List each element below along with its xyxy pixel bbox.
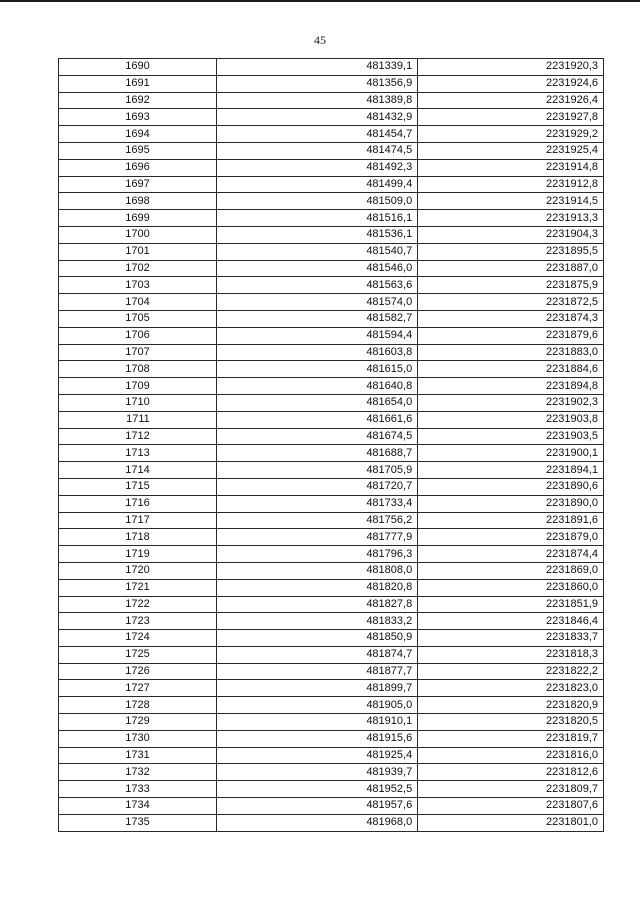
table-row [59,294,604,311]
y-coordinate-cell: 2231883,0 [418,344,604,361]
point-number-cell: 1728 [59,697,217,714]
point-number-cell: 1733 [59,781,217,798]
point-number-cell: 1692 [59,92,217,109]
point-number-cell: 1714 [59,462,217,479]
point-number-cell: 1694 [59,126,217,143]
x-coordinate-cell: 481536,1 [216,226,417,243]
y-coordinate-cell: 2231874,4 [418,546,604,563]
point-number-cell: 1709 [59,378,217,395]
x-coordinate-cell: 481546,0 [216,260,417,277]
y-coordinate-cell: 2231869,0 [418,562,604,579]
x-coordinate-cell: 481661,6 [216,411,417,428]
x-coordinate-cell: 481820,8 [216,579,417,596]
y-coordinate-cell: 2231894,8 [418,378,604,395]
x-coordinate-cell: 481827,8 [216,596,417,613]
table-row [59,277,604,294]
table-row [59,596,604,613]
table-row [59,193,604,210]
x-coordinate-cell: 481915,6 [216,730,417,747]
top-border-line [0,0,640,2]
x-coordinate-cell: 481957,6 [216,798,417,815]
table-row [59,747,604,764]
x-coordinate-cell: 481563,6 [216,277,417,294]
y-coordinate-cell: 2231875,9 [418,277,604,294]
table-row [59,75,604,92]
table-row [59,109,604,126]
y-coordinate-cell: 2231925,4 [418,142,604,159]
x-coordinate-cell: 481574,0 [216,294,417,311]
table-row [59,798,604,815]
page-number: 45 [314,33,326,47]
coordinates-table-body [59,59,604,832]
point-number-cell: 1729 [59,714,217,731]
table-row [59,714,604,731]
y-coordinate-cell: 2231816,0 [418,747,604,764]
point-number-cell: 1696 [59,159,217,176]
table-row [59,92,604,109]
table-row [59,210,604,227]
point-number-cell: 1717 [59,512,217,529]
point-number-cell: 1716 [59,495,217,512]
table-row [59,781,604,798]
x-coordinate-cell: 481874,7 [216,646,417,663]
table-row [59,411,604,428]
point-number-cell: 1699 [59,210,217,227]
y-coordinate-cell: 2231818,3 [418,646,604,663]
y-coordinate-cell: 2231929,2 [418,126,604,143]
y-coordinate-cell: 2231874,3 [418,310,604,327]
x-coordinate-cell: 481850,9 [216,630,417,647]
y-coordinate-cell: 2231807,6 [418,798,604,815]
y-coordinate-cell: 2231894,1 [418,462,604,479]
x-coordinate-cell: 481720,7 [216,478,417,495]
y-coordinate-cell: 2231924,6 [418,75,604,92]
table-row [59,680,604,697]
table-row [59,663,604,680]
table-row [59,327,604,344]
point-number-cell: 1695 [59,142,217,159]
table-row [59,814,604,831]
y-coordinate-cell: 2231890,6 [418,478,604,495]
y-coordinate-cell: 2231887,0 [418,260,604,277]
y-coordinate-cell: 2231914,5 [418,193,604,210]
y-coordinate-cell: 2231833,7 [418,630,604,647]
table-row [59,378,604,395]
table-row [59,529,604,546]
point-number-cell: 1708 [59,361,217,378]
table-row [59,394,604,411]
table-row [59,310,604,327]
point-number-cell: 1704 [59,294,217,311]
y-coordinate-cell: 2231903,5 [418,428,604,445]
point-number-cell: 1727 [59,680,217,697]
y-coordinate-cell: 2231846,4 [418,613,604,630]
point-number-cell: 1720 [59,562,217,579]
y-coordinate-cell: 2231903,8 [418,411,604,428]
x-coordinate-cell: 481968,0 [216,814,417,831]
y-coordinate-cell: 2231902,3 [418,394,604,411]
y-coordinate-cell: 2231912,8 [418,176,604,193]
y-coordinate-cell: 2231872,5 [418,294,604,311]
point-number-cell: 1705 [59,310,217,327]
x-coordinate-cell: 481432,9 [216,109,417,126]
point-number-cell: 1698 [59,193,217,210]
y-coordinate-cell: 2231801,0 [418,814,604,831]
point-number-cell: 1726 [59,663,217,680]
x-coordinate-cell: 481688,7 [216,445,417,462]
x-coordinate-cell: 481674,5 [216,428,417,445]
point-number-cell: 1711 [59,411,217,428]
x-coordinate-cell: 481939,7 [216,764,417,781]
y-coordinate-cell: 2231900,1 [418,445,604,462]
x-coordinate-cell: 481905,0 [216,697,417,714]
x-coordinate-cell: 481733,4 [216,495,417,512]
coordinates-table [58,58,604,832]
y-coordinate-cell: 2231884,6 [418,361,604,378]
point-number-cell: 1735 [59,814,217,831]
y-coordinate-cell: 2231891,6 [418,512,604,529]
y-coordinate-cell: 2231920,3 [418,59,604,76]
x-coordinate-cell: 481356,9 [216,75,417,92]
table-row [59,512,604,529]
x-coordinate-cell: 481910,1 [216,714,417,731]
y-coordinate-cell: 2231860,0 [418,579,604,596]
point-number-cell: 1700 [59,226,217,243]
y-coordinate-cell: 2231895,5 [418,243,604,260]
point-number-cell: 1710 [59,394,217,411]
x-coordinate-cell: 481499,4 [216,176,417,193]
table-row [59,226,604,243]
table-row [59,126,604,143]
y-coordinate-cell: 2231822,2 [418,663,604,680]
x-coordinate-cell: 481925,4 [216,747,417,764]
point-number-cell: 1722 [59,596,217,613]
point-number-cell: 1702 [59,260,217,277]
x-coordinate-cell: 481808,0 [216,562,417,579]
point-number-cell: 1693 [59,109,217,126]
table-row [59,562,604,579]
table-row [59,764,604,781]
y-coordinate-cell: 2231879,0 [418,529,604,546]
y-coordinate-cell: 2231890,0 [418,495,604,512]
y-coordinate-cell: 2231819,7 [418,730,604,747]
x-coordinate-cell: 481594,4 [216,327,417,344]
x-coordinate-cell: 481777,9 [216,529,417,546]
point-number-cell: 1730 [59,730,217,747]
point-number-cell: 1724 [59,630,217,647]
point-number-cell: 1706 [59,327,217,344]
x-coordinate-cell: 481615,0 [216,361,417,378]
table-row [59,478,604,495]
table-row [59,462,604,479]
y-coordinate-cell: 2231879,6 [418,327,604,344]
x-coordinate-cell: 481705,9 [216,462,417,479]
x-coordinate-cell: 481474,5 [216,142,417,159]
y-coordinate-cell: 2231812,6 [418,764,604,781]
point-number-cell: 1691 [59,75,217,92]
point-number-cell: 1697 [59,176,217,193]
y-coordinate-cell: 2231927,8 [418,109,604,126]
x-coordinate-cell: 481603,8 [216,344,417,361]
x-coordinate-cell: 481877,7 [216,663,417,680]
table-row [59,243,604,260]
point-number-cell: 1725 [59,646,217,663]
table-row [59,495,604,512]
y-coordinate-cell: 2231823,0 [418,680,604,697]
point-number-cell: 1723 [59,613,217,630]
point-number-cell: 1713 [59,445,217,462]
point-number-cell: 1731 [59,747,217,764]
x-coordinate-cell: 481833,2 [216,613,417,630]
x-coordinate-cell: 481952,5 [216,781,417,798]
table-row [59,361,604,378]
x-coordinate-cell: 481582,7 [216,310,417,327]
table-row [59,445,604,462]
table-row [59,428,604,445]
table-row [59,613,604,630]
x-coordinate-cell: 481492,3 [216,159,417,176]
y-coordinate-cell: 2231904,3 [418,226,604,243]
y-coordinate-cell: 2231809,7 [418,781,604,798]
table-row [59,344,604,361]
table-row [59,646,604,663]
x-coordinate-cell: 481540,7 [216,243,417,260]
point-number-cell: 1707 [59,344,217,361]
table-row [59,697,604,714]
x-coordinate-cell: 481454,7 [216,126,417,143]
x-coordinate-cell: 481654,0 [216,394,417,411]
x-coordinate-cell: 481756,2 [216,512,417,529]
point-number-cell: 1715 [59,478,217,495]
y-coordinate-cell: 2231820,9 [418,697,604,714]
y-coordinate-cell: 2231913,3 [418,210,604,227]
x-coordinate-cell: 481796,3 [216,546,417,563]
y-coordinate-cell: 2231926,4 [418,92,604,109]
table-row [59,546,604,563]
table-row [59,142,604,159]
point-number-cell: 1718 [59,529,217,546]
y-coordinate-cell: 2231851,9 [418,596,604,613]
x-coordinate-cell: 481516,1 [216,210,417,227]
point-number-cell: 1712 [59,428,217,445]
table-row [59,579,604,596]
table-row [59,630,604,647]
table-row [59,730,604,747]
x-coordinate-cell: 481899,7 [216,680,417,697]
table-row [59,260,604,277]
point-number-cell: 1701 [59,243,217,260]
y-coordinate-cell: 2231914,8 [418,159,604,176]
table-row [59,159,604,176]
point-number-cell: 1719 [59,546,217,563]
point-number-cell: 1690 [59,59,217,76]
point-number-cell: 1734 [59,798,217,815]
y-coordinate-cell: 2231820,5 [418,714,604,731]
table-row [59,59,604,76]
x-coordinate-cell: 481509,0 [216,193,417,210]
x-coordinate-cell: 481640,8 [216,378,417,395]
table-row [59,176,604,193]
point-number-cell: 1721 [59,579,217,596]
point-number-cell: 1732 [59,764,217,781]
point-number-cell: 1703 [59,277,217,294]
x-coordinate-cell: 481389,8 [216,92,417,109]
x-coordinate-cell: 481339,1 [216,59,417,76]
